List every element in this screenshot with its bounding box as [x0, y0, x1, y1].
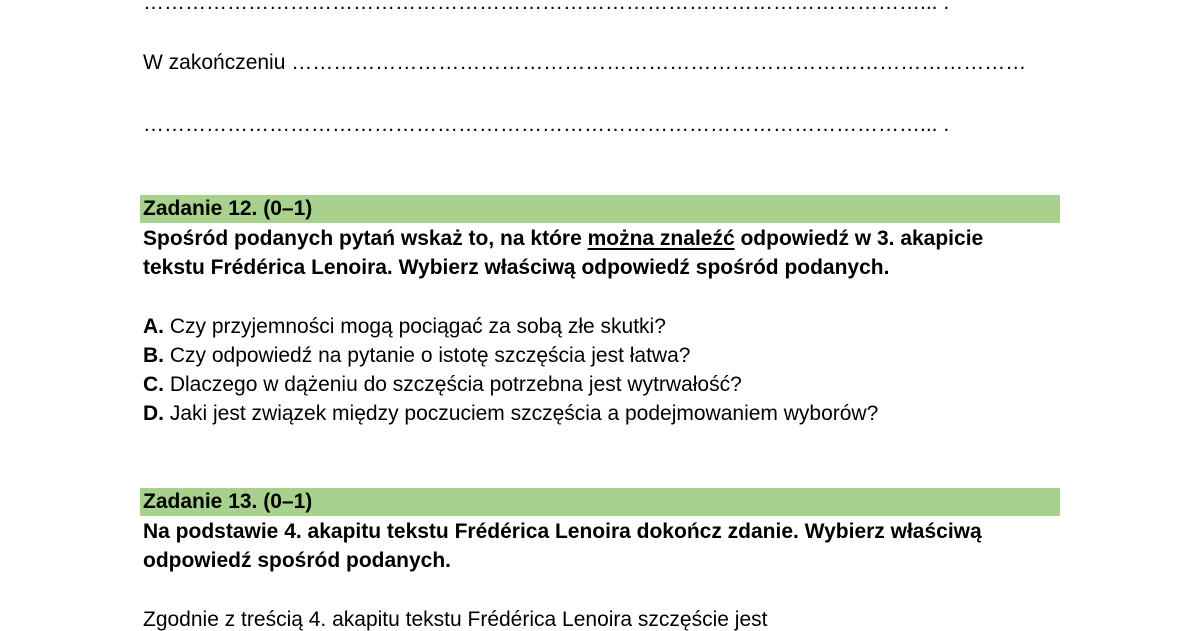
ending-label: W zakończeniu: [143, 51, 286, 74]
option-text: Jaki jest związek między poczuciem szczęścia a podejmowaniem wyborów?: [164, 402, 879, 425]
option-letter: D.: [143, 402, 164, 425]
ending-answer-line: [143, 52, 1026, 73]
task-12-header: Zadanie 12. (0–1): [143, 197, 313, 220]
option-letter: A.: [143, 315, 164, 338]
task-12-instruction-underlined: można znaleźć: [587, 227, 735, 250]
task-12-instruction-part2: odpowiedź w 3. akapicie: [734, 227, 984, 250]
task-12-instruction-line-1: [143, 224, 983, 253]
answer-dotted-line: …………………………………………………………………………………………………... .: [143, 0, 950, 14]
task-12-option-a: [143, 316, 666, 337]
ending-dots: ……………………………………………………………………………………………: [291, 51, 1027, 74]
task-12-option-b: [143, 345, 690, 366]
option-text: Czy przyjemności mogą pociągać za sobą złe skutki?: [164, 315, 666, 338]
option-text: Dlaczego w dążeniu do szczęścia potrzebna jest wytrwałość?: [164, 373, 742, 396]
task-13-instruction-line-1: Na podstawie 4. akapitu tekstu Frédérica Lenoira dokończ zdanie. Wybierz właściwą: [143, 520, 982, 543]
task-12-option-c: [143, 374, 742, 395]
option-text: Czy odpowiedź na pytanie o istotę szczęścia jest łatwa?: [164, 344, 691, 367]
task-12-option-d: [143, 403, 878, 424]
task-13-header: Zadanie 13. (0–1): [143, 490, 313, 513]
option-letter: B.: [143, 344, 164, 367]
task-12-instruction-part1: Spośród podanych pytań wskaż to, na które: [143, 227, 588, 250]
task-13-stem: Zgodnie z treścią 4. akapitu tekstu Frédérica Lenoira szczęście jest: [143, 608, 768, 631]
task-12-instruction-line-2: tekstu Frédérica Lenoira. Wybierz właściwą odpowiedź spośród podanych.: [143, 256, 890, 279]
task-13-instruction-line-2: odpowiedź spośród podanych.: [143, 549, 452, 572]
option-letter: C.: [143, 373, 164, 396]
ending-dotted-line-2: …………………………………………………………………………………………………... .: [143, 113, 950, 136]
